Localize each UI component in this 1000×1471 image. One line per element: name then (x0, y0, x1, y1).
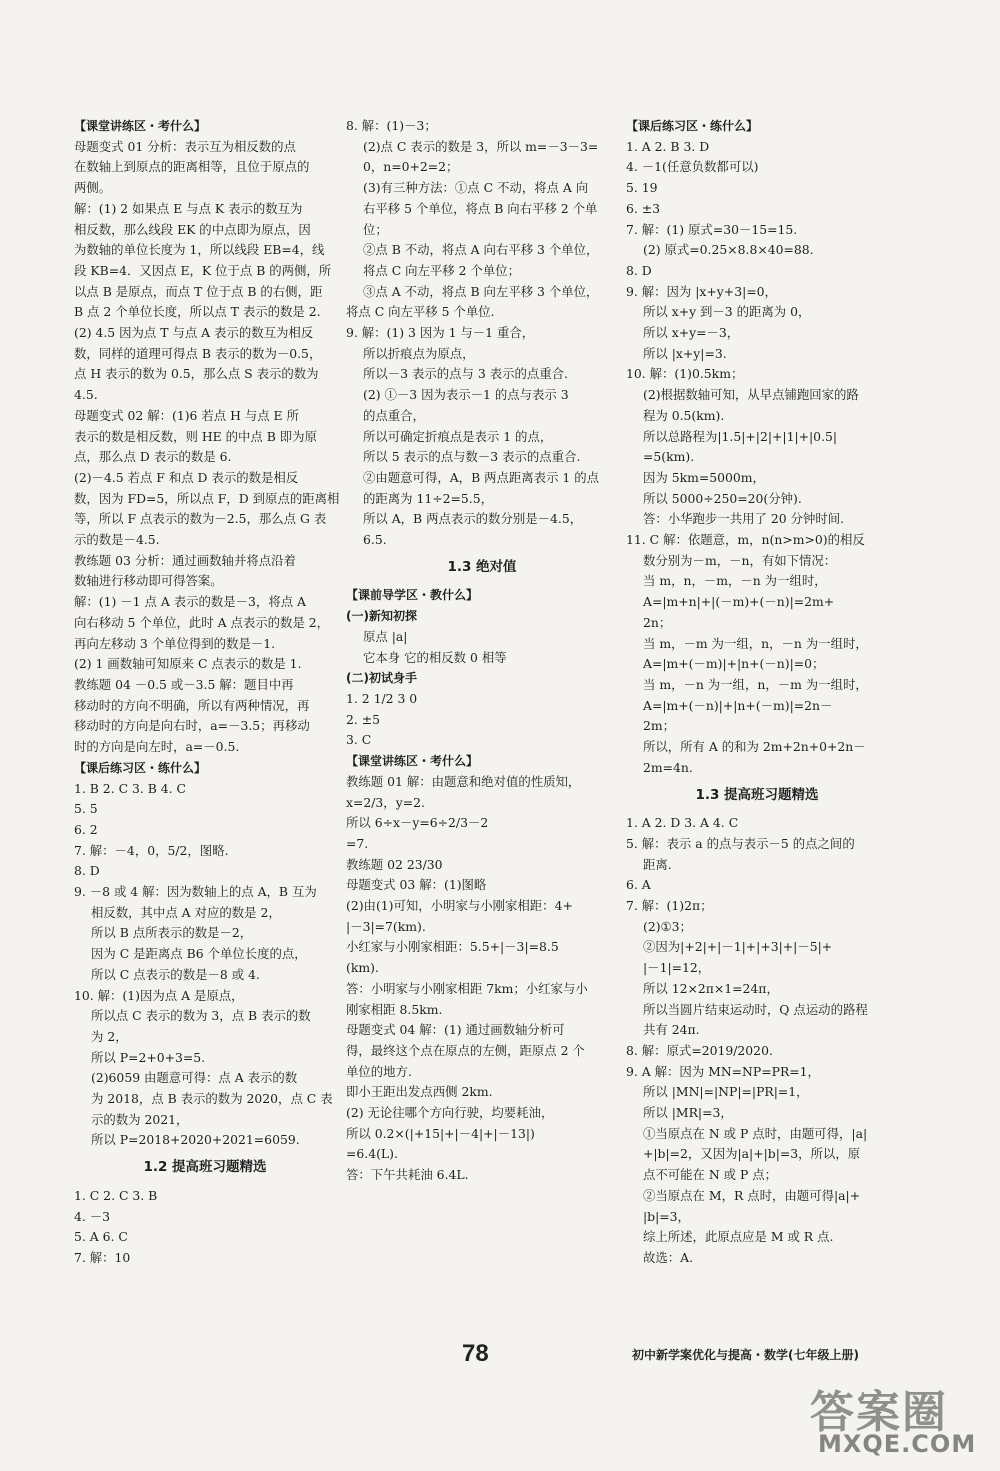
answer-line: 5. A 6. C (74, 1229, 128, 1245)
answer-line: 所以 5000÷250=20(分钟). (643, 490, 802, 506)
answer-line: 向右移动 5 个单位，此时 A 点表示的数是 2， (74, 614, 330, 630)
answer-line: B 点 2 个单位长度，所以点 T 表示的数是 2. (74, 304, 321, 320)
answer-line: 8. D (626, 262, 652, 278)
answer-line: 9. 解：因为 |x+y+3|=0， (626, 283, 777, 299)
answer-line: 时的方向是向左时，a=－0.5. (74, 739, 240, 755)
answer-line: 0，n=0+2=2； (363, 159, 459, 175)
answer-line: 所以 12×2π×1=24π， (643, 980, 779, 996)
answer-line: 数轴进行移动即可得答案。 (74, 573, 223, 589)
answer-line: 10. 解：(1)0.5km； (626, 366, 744, 382)
answer-line: 移动时的方向是向右时，a=－3.5；再移动 (74, 718, 310, 734)
answer-line: 1. B 2. C 3. B 4. C (74, 780, 187, 796)
answer-line: 2m=4n. (643, 759, 693, 775)
answer-line: 点不可能在 N 或 P 点； (643, 1167, 778, 1183)
answer-line: 答：小明家与小刚家相距 7km；小红家与小 (346, 980, 588, 996)
answer-line: 为数轴的单位长度为 1，所以线段 EB=4，线 (74, 242, 325, 258)
answer-line: 为 2， (91, 1028, 128, 1044)
answer-line: 所以当圆片结束运动时，Q 点运动的路程 (643, 1001, 868, 1017)
answer-line: 8. 解：原式=2019/2020. (626, 1042, 773, 1058)
answer-line: (2)根据数轴可知，从早点铺跑回家的路 (643, 387, 859, 403)
column-middle (346, 116, 618, 1186)
answer-line: 所以 6÷x－y=6÷2/3－2 (346, 815, 489, 831)
answer-line: 答：下午共耗油 6.4L. (346, 1167, 469, 1183)
answer-line: (2) ①－3 因为表示－1 的点与表示 3 (363, 387, 569, 403)
answer-line: 在数轴上到原点的距离相等，且位于原点的 (74, 159, 310, 175)
answer-line: 所以 0.2×(|+15|+|－4|+|－13|) (346, 1125, 535, 1141)
answer-line: (2) 1 画数轴可知原来 C 点表示的数是 1. (74, 656, 302, 672)
answer-line: 的距离为 11÷2=5.5， (363, 490, 494, 506)
page-number: 78 (462, 1340, 489, 1367)
answer-line: 将点 C 向左平移 2 个单位； (363, 262, 521, 278)
answer-line: 数，因为 FD=5，所以点 F，D 到原点的距离相 (74, 490, 340, 506)
section-label: 【课后练习区・练什么】 (626, 119, 759, 133)
answer-line: 9. A 解：因为 MN=NP=PR=1， (626, 1063, 820, 1079)
answer-line: 6. ±3 (626, 200, 661, 216)
answer-line: 所以 P=2+0+3=5. (91, 1049, 206, 1065)
answer-line: +|b|=2，又因为|a|+|b|=3，所以，原 (643, 1146, 861, 1162)
answer-line: 所以 x+y 到－3 的距离为 0， (643, 304, 811, 320)
answer-line: ②因为|+2|+|－1|+|+3|+|－5|+ (643, 939, 833, 955)
answer-line: 母题变式 04 解：(1) 通过画数轴分析可 (346, 1022, 565, 1038)
answer-line: 综上所述，此原点应是 M 或 R 点. (643, 1229, 834, 1245)
answer-line: ①当原点在 N 或 P 点时，由题可得，|a| (643, 1125, 868, 1141)
answer-line: 示的数是－4.5. (74, 532, 160, 548)
answer-line: 为 2018，点 B 表示的数为 2020，点 C 表 (91, 1091, 333, 1107)
answer-line: 所以 B 点所表示的数是－2， (91, 925, 253, 941)
answer-line: ③点 A 不动，将点 B 向左平移 3 个单位， (363, 283, 599, 299)
answer-line: 所以 P=2018+2020+2021=6059. (91, 1132, 300, 1148)
section-heading: 1.3 绝对值 (447, 558, 517, 575)
answer-line: 教练题 03 分析：通过画数轴并将点沿着 (74, 552, 296, 568)
answer-line: 2. ±5 (346, 711, 381, 727)
column-right (626, 116, 888, 1269)
answer-line: 共有 24π. (643, 1022, 700, 1038)
answer-line: ②点 B 不动，将点 A 向右平移 3 个单位， (363, 242, 599, 258)
answer-line: A=|m+n|+|(－m)+(－n)|=2m+ (643, 594, 835, 610)
answer-line: 当 m，－m 为一组，n，－n 为一组时， (643, 635, 868, 651)
answer-line: 9. 解：(1) 3 因为 1 与－1 重合， (346, 325, 535, 341)
answer-line: 教练题 04 －0.5 或－3.5 解：题目中再 (74, 676, 294, 692)
section-label: 【课后练习区・练什么】 (74, 760, 207, 775)
answer-line: 所以 |MN|=|NP|=|PR|=1， (643, 1084, 809, 1100)
answer-line: 10. 解：(1)因为点 A 是原点， (74, 987, 244, 1003)
answer-line: 等，所以 F 点表示的数为－2.5，那么点 G 表 (74, 511, 327, 527)
answer-line: 因为 5km=5000m， (643, 469, 765, 485)
answer-line: (2)6059 由题意可得：点 A 表示的数 (91, 1070, 298, 1086)
answer-line: 4. －1(任意负数都可以) (626, 159, 759, 175)
answer-line: 表示的数是相反数，则 HE 的中点 B 即为原 (74, 428, 317, 444)
answer-line: x=2/3，y=2. (346, 794, 425, 810)
answer-line: 母题变式 01 分析：表示互为相反数的点 (74, 138, 296, 154)
answer-line: 右平移 5 个单位，将点 B 向右平移 2 个单 (363, 200, 598, 216)
answer-line: 2m； (643, 718, 676, 734)
answer-line: 所以折痕点为原点， (363, 345, 475, 361)
answer-line: 所以，所有 A 的和为 2m+2n+0+2n－ (643, 739, 866, 755)
answer-line: =7. (346, 835, 369, 851)
answer-line: |－1|=12， (643, 960, 711, 976)
answer-line: 4.5. (74, 387, 98, 403)
answer-line: 11. C 解：依题意，m，n(n>m>0)的相反 (626, 532, 865, 548)
answer-line: (2)由(1)可知，小明家与小刚家相距：4+ (346, 898, 573, 914)
column-left (74, 116, 340, 1269)
answer-line: 5. 解：表示 a 的点与表示－5 的点之间的 (626, 835, 855, 851)
answer-line: 位； (363, 221, 388, 237)
answer-line: 1. A 2. D 3. A 4. C (626, 815, 739, 831)
answer-line: (2) 无论往哪个方向行驶，均要耗油， (346, 1105, 554, 1121)
answer-line: 两侧。 (74, 180, 112, 196)
answer-line: 小红家与小刚家相距：5.5+|－3|=8.5 (346, 939, 559, 955)
answer-line: 刚家相距 8.5km. (346, 1001, 443, 1017)
answer-line: 距离. (643, 856, 672, 872)
watermark-url: MXQE.COM (818, 1430, 977, 1458)
answer-line: 得，最终这个点在原点的左侧，距原点 2 个 (346, 1042, 585, 1058)
section-label: 【课堂讲练区・考什么】 (346, 754, 479, 769)
answer-line: 段 KB=4．又因点 E，K 位于点 B 的两侧，所 (74, 262, 332, 278)
answer-line: 所以 C 点表示的数是－8 或 4. (91, 966, 260, 982)
answer-line: 2n； (643, 614, 672, 630)
answer-line: 即小王距出发点西侧 2km. (346, 1084, 493, 1100)
answer-line: (km). (346, 960, 379, 976)
answer-line: 7. 解：10 (74, 1249, 131, 1265)
answer-line: 的点重合， (363, 407, 425, 423)
answer-line: 所以 5 表示的点与数－3 表示的点重合. (363, 449, 581, 465)
answer-line: 9. －8 或 4 解：因为数轴上的点 A，B 互为 (74, 884, 317, 900)
answer-line: =6.4(L). (346, 1146, 398, 1162)
section-label: (一)新知初探 (346, 609, 417, 624)
answer-line: 6. 2 (74, 821, 98, 837)
section-label: 【课前导学区・教什么】 (346, 588, 479, 603)
answer-line: 所以总路程为|1.5|+|2|+|1|+|0.5| (643, 428, 838, 444)
answer-line: 故选：A. (643, 1249, 694, 1265)
answer-line: 它本身 它的相反数 0 相等 (363, 649, 507, 665)
answer-line: ②当原点在 M，R 点时，由题可得|a|+ (643, 1187, 861, 1203)
answer-line: 移动时的方向不明确，所以有两种情况，再 (74, 697, 310, 713)
answer-line: 6.5. (363, 532, 387, 548)
answer-line: 5. 5 (74, 801, 98, 817)
answer-line: 教练题 01 解：由题意和绝对值的性质知， (346, 773, 581, 789)
answer-line: (2) 4.5 因为点 T 与点 A 表示的数互为相反 (74, 325, 314, 341)
watermark-logo (800, 1376, 990, 1466)
answer-line: (2)①3； (643, 918, 692, 934)
answer-line: 3. C (346, 732, 372, 748)
answer-line: 相反数，那么线段 EK 的中点即为原点，因 (74, 221, 311, 237)
answer-line: 将点 C 向左平移 5 个单位. (346, 304, 495, 320)
answer-line: 8. D (74, 863, 100, 879)
answer-line: ②由题意可得，A，B 两点距离表示 1 的点 (363, 469, 600, 485)
answer-line: 点，那么点 D 表示的数是 6. (74, 449, 232, 465)
answer-line: 5. 19 (626, 180, 658, 196)
answer-line: 7. 解：(1) 原式=30－15=15. (626, 221, 798, 237)
answer-line: 数，同样的道理可得点 B 表示的数为－0.5， (74, 345, 322, 361)
answer-line: 所以可确定折痕点是表示 1 的点， (363, 428, 553, 444)
answer-line: 7. 解：－4，0，5/2，图略. (74, 842, 229, 858)
answer-line: 6. A (626, 877, 651, 893)
answer-line: 7. 解：(1)2π； (626, 898, 713, 914)
answer-line: =5(km). (643, 449, 695, 465)
answer-line: 数分别为－m，－n，有如下情况： (643, 552, 837, 568)
answer-line: 相反数，其中点 A 对应的数是 2， (91, 904, 281, 920)
answer-line: 1. A 2. B 3. D (626, 138, 710, 154)
answer-line: (2) 原式=0.25×8.8×40=88. (643, 242, 814, 258)
answer-line: 因为 C 是距离点 B6 个单位长度的点， (91, 946, 307, 962)
answer-line: 解：(1) －1 点 A 表示的数是－3，将点 A (74, 594, 306, 610)
answer-line: 示的数为 2021， (91, 1111, 189, 1127)
watermark-text: 答案圈 (810, 1387, 948, 1438)
answer-line: 1. 2 1/2 3 0 (346, 690, 418, 706)
answer-line: 答：小华跑步一共用了 20 分钟时间. (643, 511, 845, 527)
answer-line: 所以 |x+y|=3. (643, 345, 727, 361)
answer-line: 原点 |a| (363, 628, 408, 644)
answer-line: |－3|=7(km). (346, 918, 426, 934)
answer-line: (2)点 C 表示的数是 3，所以 m=－3－3= (363, 138, 599, 154)
answer-line: 当 m，－n 为一组，n，－m 为一组时， (643, 676, 868, 692)
answer-line: A=|m+(－n)|+|n+(－m)|=2n－ (643, 697, 833, 713)
answer-line: |b|=3， (643, 1208, 690, 1224)
answer-line: 所以点 C 表示的数为 3，点 B 表示的数 (91, 1008, 311, 1024)
section-heading: 1.3 提高班习题精选 (695, 786, 819, 803)
answer-line: 所以－3 表示的点与 3 表示的点重合. (363, 366, 568, 382)
answer-line: 8. 解：(1)－3； (346, 118, 437, 133)
answer-line: 当 m，n，－m，－n 为一组时， (643, 573, 827, 589)
answer-line: 再向左移动 3 个单位得到的数是－1. (74, 635, 276, 651)
answer-line: 4. －3 (74, 1208, 111, 1224)
answer-line: A=|m+(－m)|+|n+(－n)|=0； (643, 656, 825, 672)
answer-line: (2)－4.5 若点 F 和点 D 表示的数是相反 (74, 469, 299, 485)
answer-line: 解：(1) 2 如果点 E 与点 K 表示的数互为 (74, 200, 303, 216)
footer-book-title: 初中新学案优化与提高・数学(七年级上册) (632, 1348, 859, 1362)
answer-line: 所以 A，B 两点表示的数分别是－4.5， (363, 511, 583, 527)
section-label: (二)初试身手 (346, 671, 417, 686)
section-heading: 1.2 提高班习题精选 (143, 1159, 267, 1176)
answer-line: 所以 x+y=－3， (643, 325, 740, 341)
answer-line: 所以 |MR|=3， (643, 1105, 733, 1121)
answer-line: 程为 0.5(km). (643, 407, 725, 423)
answer-line: 点 H 表示的数为 0.5，那么点 S 表示的数为 (74, 366, 319, 382)
answer-line: (3)有三种方法：①点 C 不动，将点 A 向 (363, 180, 589, 196)
answer-line: 单位的地方. (346, 1063, 412, 1079)
answer-line: 1. C 2. C 3. B (74, 1187, 158, 1203)
section-label: 【课堂讲练区・考什么】 (74, 119, 207, 133)
answer-line: 以点 B 是原点，而点 T 位于点 B 的右侧，距 (74, 283, 323, 299)
answer-line: 教练题 02 23/30 (346, 856, 443, 872)
answer-line: 母题变式 02 解：(1)6 若点 H 与点 E 所 (74, 407, 299, 423)
answer-line: 母题变式 03 解：(1)图略 (346, 877, 487, 893)
